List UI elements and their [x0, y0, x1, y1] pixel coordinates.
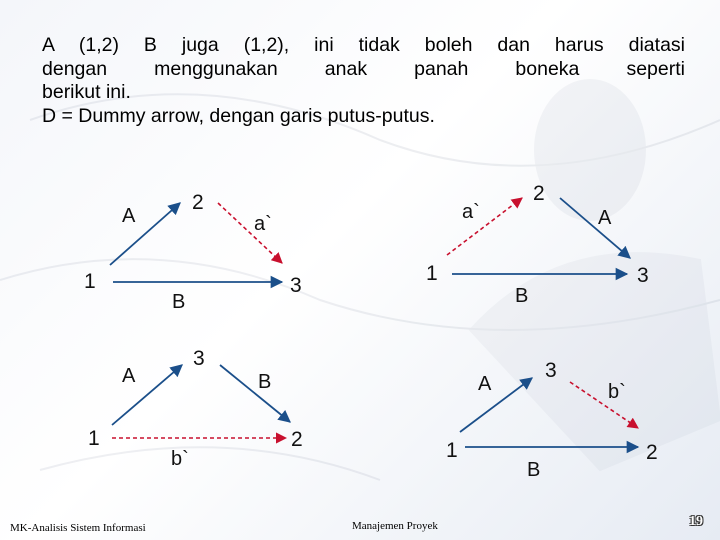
diagram-3	[88, 347, 303, 470]
dummy-arrow	[218, 203, 282, 263]
node-3: 3	[545, 359, 557, 382]
text-line-2: dengan menggunakan anak panah boneka seperti	[42, 57, 685, 80]
node-2: 2	[291, 428, 303, 451]
node-3: 3	[290, 274, 302, 297]
activity-label-A: A	[122, 205, 136, 227]
activity-label-B: B	[527, 459, 541, 481]
node-2: 2	[646, 441, 658, 464]
text-line-4: D = Dummy arrow, dengan garis putus-putus.	[42, 104, 435, 127]
activity-label-B: B	[172, 291, 186, 313]
node-2: 2	[192, 191, 204, 214]
dummy-label: b`	[171, 448, 189, 470]
diagram-4	[446, 359, 658, 481]
node-1: 1	[84, 270, 96, 293]
diagram-2	[426, 182, 649, 307]
text-line-3: berikut ini.	[42, 81, 131, 103]
activity-label-A: A	[122, 365, 136, 387]
course-footer: MK-Analisis Sistem Informasi	[10, 522, 146, 534]
arrow-A	[460, 378, 532, 432]
node-1: 1	[88, 427, 100, 450]
arrow-A	[560, 198, 630, 258]
dummy-arrow	[447, 198, 522, 255]
activity-label-B: B	[258, 371, 272, 393]
arrow-A	[110, 203, 180, 265]
text-line-1: A (1,2) B juga (1,2), ini tidak boleh dan harus diatasi	[42, 34, 685, 56]
dummy-label: a`	[462, 201, 480, 223]
activity-label-A: A	[598, 207, 612, 229]
node-3: 3	[637, 264, 649, 287]
activity-label-B: B	[515, 285, 529, 307]
node-1: 1	[426, 262, 438, 285]
page-number: 19	[689, 514, 703, 529]
dummy-label: b`	[608, 381, 626, 403]
arrow-B	[220, 365, 290, 422]
node-3: 3	[193, 347, 205, 370]
node-2: 2	[533, 182, 545, 205]
dummy-label: a`	[254, 213, 272, 235]
node-1: 1	[446, 439, 458, 462]
diagram-1	[84, 191, 302, 313]
topic-footer: Manajemen Proyek	[352, 520, 438, 532]
activity-label-A: A	[478, 373, 492, 395]
dummy-arrow	[570, 382, 638, 428]
